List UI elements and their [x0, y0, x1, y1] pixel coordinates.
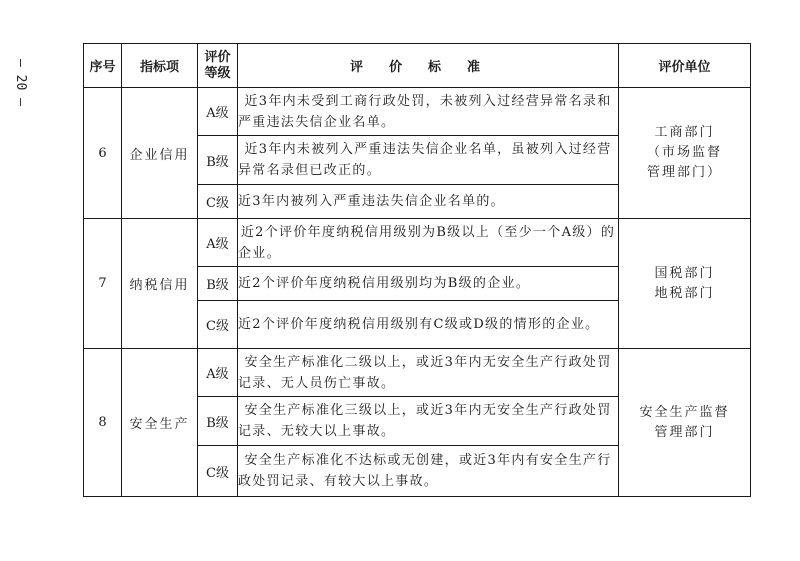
- criteria-cell: 安全生产标准化二级以上，或近3年内无安全生产行政处罚记录、无人员伤亡事故。: [238, 349, 619, 397]
- unit-line: 国税部门: [654, 265, 715, 281]
- header-row: [84, 44, 751, 88]
- header-grade-line1: 评价: [204, 49, 231, 65]
- grade-cell: C级: [198, 301, 238, 349]
- group-indicator: 纳税信用: [122, 219, 198, 349]
- unit-line: 工商部门: [654, 125, 715, 140]
- evaluation-standard-table: [83, 43, 751, 497]
- criteria-cell: 近3年内未受到工商行政处罚，未被列入过经营异常名录和严重违法失信企业名单。: [238, 88, 619, 136]
- table-row: [84, 349, 751, 397]
- table-row: [84, 219, 751, 267]
- unit-line: （市场监督: [646, 145, 722, 160]
- group-seq: 6: [84, 88, 122, 219]
- unit-line: 管理部门）: [646, 165, 722, 180]
- grade-cell: C级: [198, 446, 238, 497]
- criteria-cell: 近2个评价年度纳税信用级别有C级或D级的情形的企业。: [238, 301, 619, 349]
- unit-line: 安全生产监督: [639, 404, 730, 420]
- group-seq: 8: [84, 349, 122, 497]
- table-row: [84, 88, 751, 136]
- criteria-cell: 近3年内未被列入严重违法失信企业名单，虽被列入过经营异常名录但已改正的。: [238, 136, 619, 185]
- grade-cell: B级: [198, 267, 238, 301]
- unit-line: 地税部门: [654, 285, 715, 301]
- criteria-cell: 安全生产标准化不达标或无创建，或近3年内有安全生产行政处罚记录、有较大以上事故。: [238, 446, 619, 497]
- group-unit: [619, 88, 751, 219]
- criteria-cell: 近2个评价年度纳税信用级别为B级以上（至少一个A级）的企业。: [238, 219, 619, 267]
- grade-cell: B级: [198, 397, 238, 446]
- header-grade-line2: 等级: [204, 65, 231, 81]
- group-indicator: 企业信用: [122, 88, 198, 219]
- grade-cell: A级: [198, 219, 238, 267]
- grade-cell: B级: [198, 136, 238, 185]
- page-number: — 20 —: [13, 58, 28, 106]
- group-unit: [619, 219, 751, 349]
- header-unit: 评价单位: [619, 44, 751, 88]
- header-seq: 序号: [84, 44, 122, 88]
- header-indicator: 指标项: [122, 44, 198, 88]
- criteria-cell: 近2个评价年度纳税信用级别均为B级的企业。: [238, 267, 619, 301]
- header-criteria-label: 评价标准: [349, 60, 506, 75]
- header-grade: [198, 44, 238, 88]
- grade-cell: C级: [198, 185, 238, 219]
- criteria-cell: 安全生产标准化三级以上，或近3年内无安全生产行政处罚记录、无较大以上事故。: [238, 397, 619, 446]
- grade-cell: A级: [198, 88, 238, 136]
- group-unit: [619, 349, 751, 497]
- unit-line: 管理部门: [654, 424, 715, 440]
- header-criteria: [238, 44, 619, 88]
- group-seq: 7: [84, 219, 122, 349]
- group-indicator: 安全生产: [122, 349, 198, 497]
- grade-cell: A级: [198, 349, 238, 397]
- criteria-cell: 近3年内被列入严重违法失信企业名单的。: [238, 185, 619, 219]
